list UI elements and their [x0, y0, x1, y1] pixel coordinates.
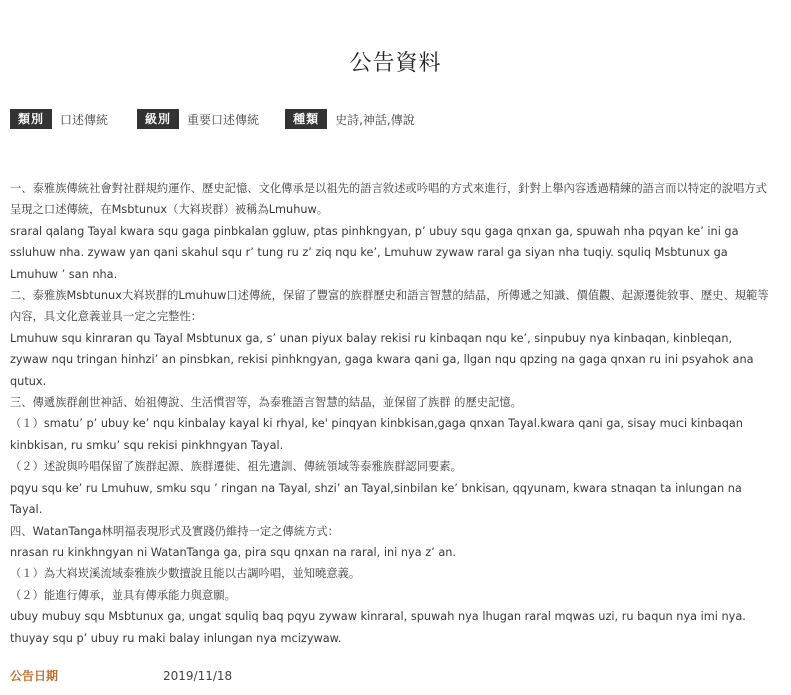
paragraph: 三、傳遞族群創世神話、始祖傳說、生活慣習等，為泰雅語言智慧的結晶，並保留了族群 的歷史記憶。: [10, 396, 522, 410]
level-label: 級別: [137, 109, 179, 129]
paragraph: （２）述說與吟唱保留了族群起源、族群遷徙、祖先遺訓、傳統領域等泰雅族群認同要素。: [10, 460, 462, 474]
paragraph: Lmuhuw squ kinraran qu Tayal Msbtunux ga, s’ unan piyux balay rekisi ru kinbaqan nqu ke’, sinpubuy nya kinbaqan, kinbleqan, zywaw nqu tringan hinhzi’ an pinsbkan, rekisi pinhkngyan, gaga kwara qani ga, llgan nqu qpzing na gaga qnxan ru ini psyahok ana qutux.: [10, 331, 754, 388]
paragraph: （１）為大嵙崁溪流域泰雅族少數擅說且能以古調吟唱，並知曉意義。: [10, 567, 361, 581]
meta-row: [10, 109, 415, 129]
paragraph: sraral qalang Tayal kwara squ gaga pinbkalan ggluw, ptas pinhkngyan, p’ ubuy squ gaga qnxan ga, spuwah nha pqyan ke’ ini ga ssluhuw nha. zywaw yan qani skahul squ r’ tung ru z’ ziq nqu ke’, Lmuhuw zywaw raral ga siyan nha tuqiy. squliq Msbtunux ga Lmuhuw ’ san nha.: [10, 224, 739, 281]
category-label: 類別: [10, 109, 52, 129]
paragraph: ubuy mubuy squ Msbtunux ga, ungat squliq baq pqyu zywaw kinraral, spuwah nya lhugan raral mqwas uzi, ru baqun nya imi nya. thuyay squ p’ ubuy ru maki balay inlungan nya mcizywaw.: [10, 610, 746, 645]
type-value: 史詩,神話,傳說: [335, 112, 415, 127]
announcement-date-value: 2019/11/18: [163, 669, 233, 683]
paragraph: （１）smatu’ p’ ubuy ke’ nqu kinbalay kayal ki rhyal, ke' pinqyan kinbkisan,gaga qnxan Tayal.kwara qani ga, sisay muci kinbaqan kinbkisan, ru smku’ squ rekisi pinkhngyan Tayal.: [10, 417, 743, 452]
category-value: 口述傳統: [60, 112, 109, 127]
page-title: 公告資料: [349, 51, 442, 76]
announcement-date-label: 公告日期: [10, 669, 59, 683]
announcement-body: [10, 178, 772, 649]
level-value: 重要口述傳統: [187, 112, 260, 127]
paragraph: 四、WatanTanga林明福表現形式及實踐仍維持一定之傳統方式：: [10, 524, 339, 538]
paragraph: （２）能進行傳承，並具有傳承能力與意願。: [10, 588, 236, 602]
paragraph: 一、泰雅族傳統社會對社群規約運作、歷史記憶、文化傳承是以祖先的語言敘述或吟唱的方式來進行，針對上舉內容透過精練的語言而以特定的說唱方式呈現之口述傳統，在Msbtunux（大嵙崁群）被稱為Lmuhuw。: [10, 182, 767, 217]
type-label: 種類: [285, 109, 327, 129]
paragraph: 二、泰雅族Msbtunux大嵙崁群的Lmuhuw口述傳統，保留了豐富的族群歷史和語言智慧的結晶，所傳遞之知識、價值觀、起源遷徙敘事、歷史、規範等內容，具文化意義並具一定之完整性：: [10, 289, 769, 324]
paragraph: nrasan ru kinkhngyan ni WatanTanga ga, pira squ qnxan na raral, ini nya z’ an.: [10, 545, 457, 559]
paragraph: pqyu squ ke’ ru Lmuhuw, smku squ ’ ringan na Tayal, shzi’ an Tayal,sinbilan ke’ bnkisan, qqyunam, kwara stnaqan ta inlungan na Tayal.: [10, 481, 742, 517]
